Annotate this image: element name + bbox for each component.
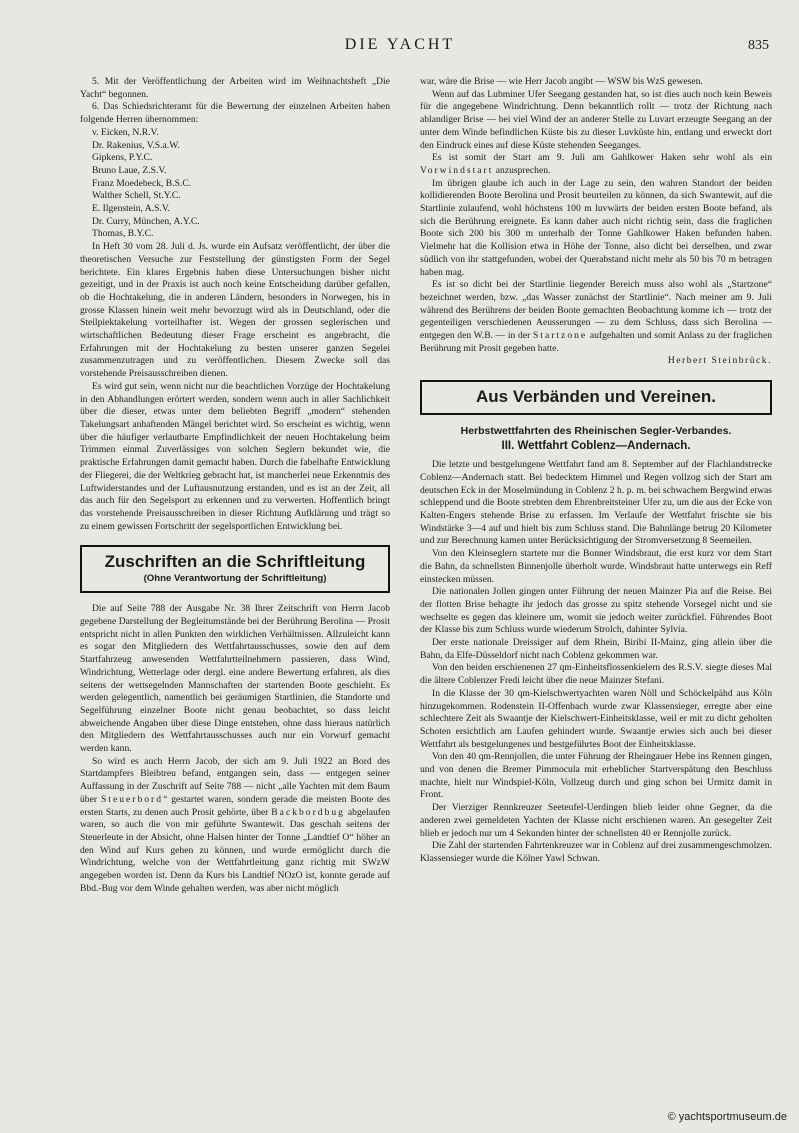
paragraph: Von den 40 qm-Rennjollen, die unter Führung der Rheingauer Hebe ins Rennen gingen, und von denen die Bremer Pimmocula mit erheblicher Startverspätung den Beschluss machte, hielt nur Windspiel-Köln, Vollzeug durch und ging schon bei Urmitz damit in Front. — [420, 751, 772, 801]
paragraph: Die Zahl der startenden Fahrtenkreuzer war in Coblenz auf drei zusammengeschmolzen. Klassensieger wurde die Kölner Yawl Schwan. — [420, 840, 772, 864]
text-run: anzusprechen. — [493, 164, 551, 176]
item-6: 6. Das Schiedsrichteramt für die Bewertung der einzelnen Arbeiten haben folgende Herren übernommen: — [80, 101, 390, 126]
judge-item: E. Ilgenstein, A.S.V. — [92, 203, 170, 215]
paragraph: Die auf Seite 788 der Ausgabe Nr. 38 Ihrer Zeitschrift von Herrn Jacob gegebene Darstellung der Begleitumstände bei der Berührung Berolina — Prosit entspricht nicht in allen Punkten den wirklichen Verhältnissen. Allzuleicht kann es sogar den Mitgliedern des Wettfahrtausschusses, sowie den auf dem Startfahrzeug anwesenden Wettfahrtteilnehmern passieren, dass Wind, Windrichtung, Wetterlage oder dergl. eine andere Bewertung erfahren, als dies seitens der wettsegelnden Mannschaften der startenden Boote geschieht. Es werden gelegentlich, namentlich bei geräumigen Startlinien, die Standorte und Segelführung einzelner Boote nicht genau beobachtet, so dass leicht abweichende Angaben über diese Dinge entstehen, ohne dass hieraus natürlich den Mitgliedern des Wettfahrtausschusses auch nur ein Vorwurf gemacht werden kann. — [80, 603, 390, 755]
associations-section-box — [420, 380, 772, 415]
spaced-term: Vorwindstart — [420, 164, 494, 176]
watermark: © yachtsportmuseum.de — [667, 1111, 787, 1123]
judges-list — [80, 127, 390, 241]
paragraph: Von den Kleinseglern startete nur die Bonner Windsbraut, die erst kurz vor dem Start die Bahn, da schnellsten Binnenjolle überholt wurde. Windsbraut hatte unterwegs ein Reff einstecken müssen. — [420, 548, 772, 585]
text-run: Es ist somit der Start am 9. Juli am Gahlkower Haken sehr wohl als ein — [432, 152, 772, 164]
text-run: abgelaufen waren, so auch die von mir geführte Swantewit. Das geschah seitens der Steuerleute in der Absicht, ohne Halsen hinter der Tonne „Landtief O“ höher an den Wind auf Kurs gehen zu können, und wurde ermöglicht durch die Windrichtung, welche von der Wettfahrtleitung ganz richtig mit SWzW angegeben worden ist. Denn da Kurs bis Landtief NOzO ist, konnte gerade auf Bbd.-Bug vor dem Winde gehalten werden, was aber nicht möglich — [80, 806, 390, 894]
text-run: Es ist so dicht bei der Startlinie liegender Bereich muss also wohl als „Startzone“ bezeichnet werden, bzw. „das Wasser zunächst der Startlinie“. Nach meiner am 9. Juli während des Berührens der beiden Boote gemachten Beobachtung komme ich — trotz der gegenteiligen verschiedenen Aeusserungen — zu dem Schluss, dass sich Berolina — entgegen den W.B. — in der — [420, 279, 772, 342]
letters-section-subtitle: (Ohne Verantwortung der Schriftleitung) — [143, 573, 327, 585]
paragraph: Im übrigen glaube ich auch in der Lage zu sein, den wahren Standort der beiden kollidierenden Boote Berolina und Prosit beurteilen zu können, da sich Swantewit, auf die Startlinie zulaufend, wohl höchstens 100 m luvwärts der beiden ersten Boote befand, als sich die Berührung ereignete. Es kann daher auch nicht richtig sein, dass die fraglichen Boote sich 200 bis 300 m unterhalb der Tonne Gahlkower Haken befunden haben. Vielmehr hat die Kollision etwa in Höhe der Tonne, also dicht bei derselben, und zwar südlich von ihr stattgefunden, wobei der Querabstand nicht mehr als 50 bis 70 m betragen haben mag. — [420, 177, 772, 278]
paragraph: Von den beiden erschienenen 27 qm-Einheitsflossenkielern des R.S.V. siegte dieses Mal die ältere Coblenzer Fredi leicht über die neue Mainzer Stefani. — [420, 662, 772, 687]
page-header — [0, 36, 799, 60]
regatta-series-title: Herbstwettfahrten des Rheinischen Segler-Verbandes. — [460, 425, 732, 438]
judge-item: Walther Schell, St.Y.C. — [92, 190, 181, 202]
judge-item: v. Eicken, N.R.V. — [92, 126, 159, 138]
judge-item: Franz Moedebeck, B.S.C. — [92, 177, 192, 189]
paragraph: Der Vierziger Rennkreuzer Seeteufel-Uerdingen blieb leider ohne Gegner, da die anderen zwei gemeldeten Yachten der Klasse nicht erschienen waren. An gesegelter Zeit blieb er jedoch nur um 4 Sekunden hinter der schnellsten 40 er Rennjolle zurück. — [420, 802, 772, 839]
text-run: aufgehalten und somit Anlass zu der fraglichen Berührung mit Prosit gegeben hatte. — [420, 330, 772, 354]
judge-item: Dr. Curry, München, A.Y.C. — [92, 215, 200, 227]
item-5: 5. Mit der Veröffentlichung der Arbeiten wird im Weihnachtsheft „Die Yacht“ begonnen. — [80, 76, 390, 100]
paragraph: Die letzte und bestgelungene Wettfahrt fand am 8. September auf der Flachlandstrecke Coblenz—Andernach statt. Bei bedecktem Himmel und Regen vollzog sich der Start am deutschen Eck in der Moselmündung in Coblenz 2 h. p. m. bei schwachem Bergwind etwas schleppend und die Boote strebten dem Ehrenbreitsteiner Ufer zu, um die aus der Ecke von Kalten-Engers stehende Brise zu erfassen. Im Verlaufe der Wettfahrt frischte sie bis Windstärke 3—4 auf und hielt bis zum Schluss stand. Die Bahnlänge betrug 20 Kilometer und zur Berechnung kamen unter Berücksichtigung der Stromversetzung 8 Seemeilen. — [420, 459, 772, 547]
paragraph: Wenn auf das Lubminer Ufer Seegang gestanden hat, so ist dies auch noch kein Beweis für die angegebene Windrichtung. Denn bekanntlich rollt — trotz der Richtung nach ablandiger Brise — bei viel Wind der an anderer Stelle zu Luvart erzeugte Seegang an der unter dem Winde befindlichen Küste bis zu dieser Luvküste hin, entlang und erweckt dort den Eindruck eines auf diese Küste stehenden Seeganges. — [420, 88, 772, 151]
text-run: “ gestartet waren, sondern gerade die meisten Boote des ersten Starts, zu denen auch Prosit gehörte, über — [80, 793, 390, 818]
paragraph: Es wird gut sein, wenn nicht nur die beachtlichen Vorzüge der Hochtakelung in den Abhandlungen erörtert werden, sondern wenn auch in aller Sachlichkeit über die dieser, etwas unter dem beliebten Begriff „modern“ stehenden Takelungsart anhaftenden Mängel berichtet wird. So erscheint es wichtig, wenn über die häufiger verlautbarte Empfindlichkeit der neuen Hochtakelung beim Trimmen einmal Zuverlässiges von solchen Seglern bekundet wie, die praktische Erfahrungen damit gemacht haben. Durch die fabelhafte Entwicklung der Fliegerei, die der Weltkrieg gebracht hat, ist mancherlei neue Erkenntnis des Luftwiderstandes und der Luftausnutzung erstanden, und es ist an der Zeit, all das auch für den Segelsport zu erkennen und zu verwerten. Hoffentlich bringt das vorstehende Preisausschreiben in dieser Richtung Aufklärung und trägt so zu einem gewissen Fortschritt der segelsportlichen Entwicklung bei. — [80, 380, 390, 532]
left-column — [80, 76, 390, 1111]
spaced-term: Steuerbord — [100, 793, 164, 805]
paragraph — [80, 756, 390, 896]
judge-item: Bruno Laue, Z.S.V. — [92, 164, 167, 176]
race-title: III. Wettfahrt Coblenz—Andernach. — [501, 440, 691, 453]
paragraph — [420, 279, 772, 355]
spaced-term: Startzone — [532, 330, 588, 342]
signature-name: Herbert Steinbrück. — [667, 355, 772, 367]
paragraph — [420, 152, 772, 177]
signature — [420, 355, 772, 368]
judge-item: Gipkens, P.Y.C. — [92, 152, 153, 164]
spaced-term: Backbordbug — [271, 806, 345, 818]
paragraph: Die nationalen Jollen gingen unter Führung der neuen Mainzer Pia auf die Reise. Bei der flotten Brise behagte ihr jedoch das grosse zu spitz stehende Vorsegel nicht und sie wechselte es gegen das kleinere um, womit sie jedoch weiter zurückfiel. Führendes Boot der Klasse bis zum Schluss wurde wiederum Strolch, dahinter Sylvia. — [420, 586, 772, 636]
page-number: 835 — [748, 38, 769, 53]
associations-section-title: Aus Verbänden und Vereinen. — [476, 387, 716, 407]
paragraph: In die Klasse der 30 qm-Kielschwertyachten waren Nöll und Schöckelpähd aus Köln hinzugekommen. Rodenstein II-Offenbach wurde zwar Klassensieger, erregte aber eine schlechtere Zeit als Swaantje der Kielschwert-Einheitsklasse, weil er mit zu dicht geholten Schoten ersichtlich am Laufen gehindert wurde. Swaantje erwies sich auch bei dieser Wettfahrt als bestgelungenes und bestgeführtes Boot der Einheitsklasse. — [420, 687, 772, 750]
text-run: So wird es auch Herrn Jacob, der sich am 9. Juli 1922 an Bord des Startdampfers Bleibtreu befand, entgangen sein, dass — entgegen seiner Auffassung in der Zuschrift auf Seite 788 — nicht „alle Yachten mit dem Baum über — [80, 755, 390, 805]
letters-section-box — [80, 545, 390, 593]
right-column — [420, 76, 772, 1111]
judge-item: Thomas, B.Y.C. — [92, 228, 154, 240]
paragraph: In Heft 30 vom 28. Juli d. Js. wurde ein Aufsatz veröffentlicht, der über die theoretischen Versuche zur Feststellung der günstigsten Form der Segel berichtete. Ein klares Ergebnis haben diese Untersuchungen bisher nicht gezeitigt, und in der Praxis ist auch noch keine Entscheidung darüber gefallen, ob die Hochtakelung, die in anderen Ländern, besonders in Norwegen, bis in grosse Klassen hinein weit mehr bevorzugt wird als in Deutschland, oder die Steilpiektakelung vorteilhafter ist. Wegen der grossen seglerischen und wirtschaftlichen Bedeutung dieser Frage erscheint es angebracht, die Erfahrungen mit der Hochtakelung zu besten unserer ganzen Segelei zusammenzutragen und zu veröffentlichen. Diesem Zwecke soll das vorstehende Preisausschreiben dienen. — [80, 241, 390, 380]
letters-section-title: Zuschriften an die Schriftleitung — [104, 552, 366, 572]
running-head: DIE YACHT — [344, 36, 456, 53]
paragraph: war, wäre die Brise — wie Herr Jacob angibt — WSW bis WzS gewesen. — [420, 76, 703, 87]
judge-item: Dr. Rakenius, V.S.a.W. — [92, 139, 180, 151]
paragraph: Der erste nationale Dreissiger auf dem Rhein, Biribi II-Mainz, ging allein über die Bahn, da Elfe-Düsseldorf nicht nach Coblenz gekommen war. — [420, 637, 772, 661]
